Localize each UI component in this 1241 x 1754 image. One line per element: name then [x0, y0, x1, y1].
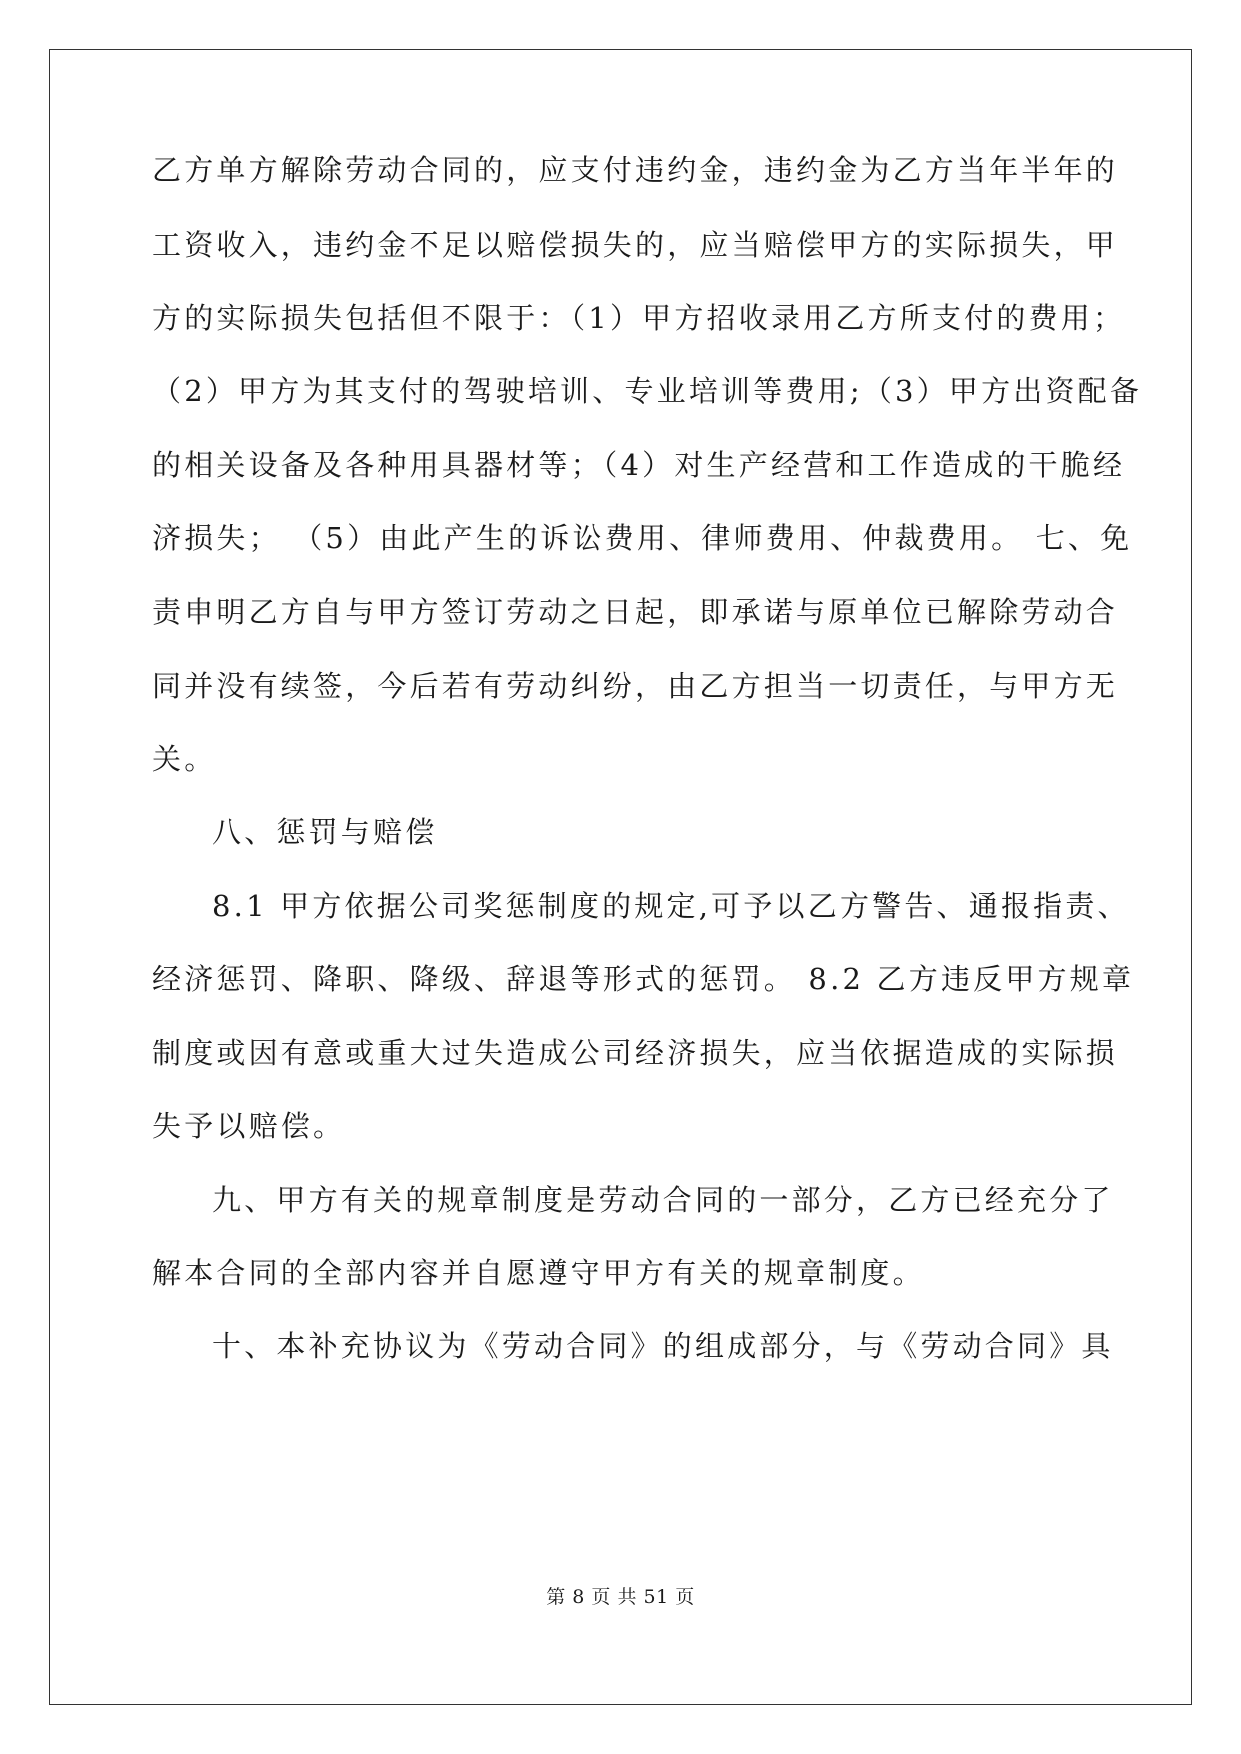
- text-line: 关。: [152, 742, 217, 776]
- text-line: 的相关设备及各种用具器材等；（4）对生产经营和工作造成的干脆经: [152, 448, 1126, 482]
- text-line: 经济惩罚、降职、降级、辞退等形式的惩罚。 8.2 乙方违反甲方规章: [152, 962, 1135, 996]
- text-line: （2）甲方为其支付的驾驶培训、专业培训等费用;（3）甲方出资配备: [152, 374, 1143, 408]
- text-line: 解本合同的全部内容并自愿遵守甲方有关的规章制度。: [152, 1256, 925, 1290]
- text-line: 济损失； （5）由此产生的诉讼费用、律师费用、仲裁费用。 七、免: [152, 521, 1133, 555]
- text-line: 制度或因有意或重大过失造成公司经济损失，应当依据造成的实际损: [152, 1036, 1119, 1070]
- text-line: 责申明乙方自与甲方签订劳动之日起，即承诺与原单位已解除劳动合: [152, 595, 1119, 629]
- page-number-footer: 第 8 页 共 51 页: [546, 1586, 695, 1608]
- text-line: 8.1 甲方依据公司奖惩制度的规定,可予以乙方警告、通报指责、: [212, 889, 1130, 923]
- text-line: 同并没有续签，今后若有劳动纠纷，由乙方担当一切责任，与甲方无: [152, 669, 1119, 703]
- text-line: 乙方单方解除劳动合同的，应支付违约金，违约金为乙方当年半年的: [152, 153, 1119, 187]
- text-line: 方的实际损失包括但不限于：（1）甲方招收录用乙方所支付的费用；: [152, 301, 1126, 335]
- section-heading: 八、惩罚与赔偿: [212, 815, 438, 849]
- text-line: 工资收入，违约金不足以赔偿损失的，应当赔偿甲方的实际损失，甲: [152, 228, 1119, 262]
- text-line: 九、甲方有关的规章制度是劳动合同的一部分，乙方已经充分了: [212, 1183, 1114, 1217]
- text-line: 失予以赔偿。: [152, 1109, 346, 1143]
- text-line: 十、本补充协议为《劳动合同》的组成部分，与《劳动合同》具: [212, 1329, 1114, 1363]
